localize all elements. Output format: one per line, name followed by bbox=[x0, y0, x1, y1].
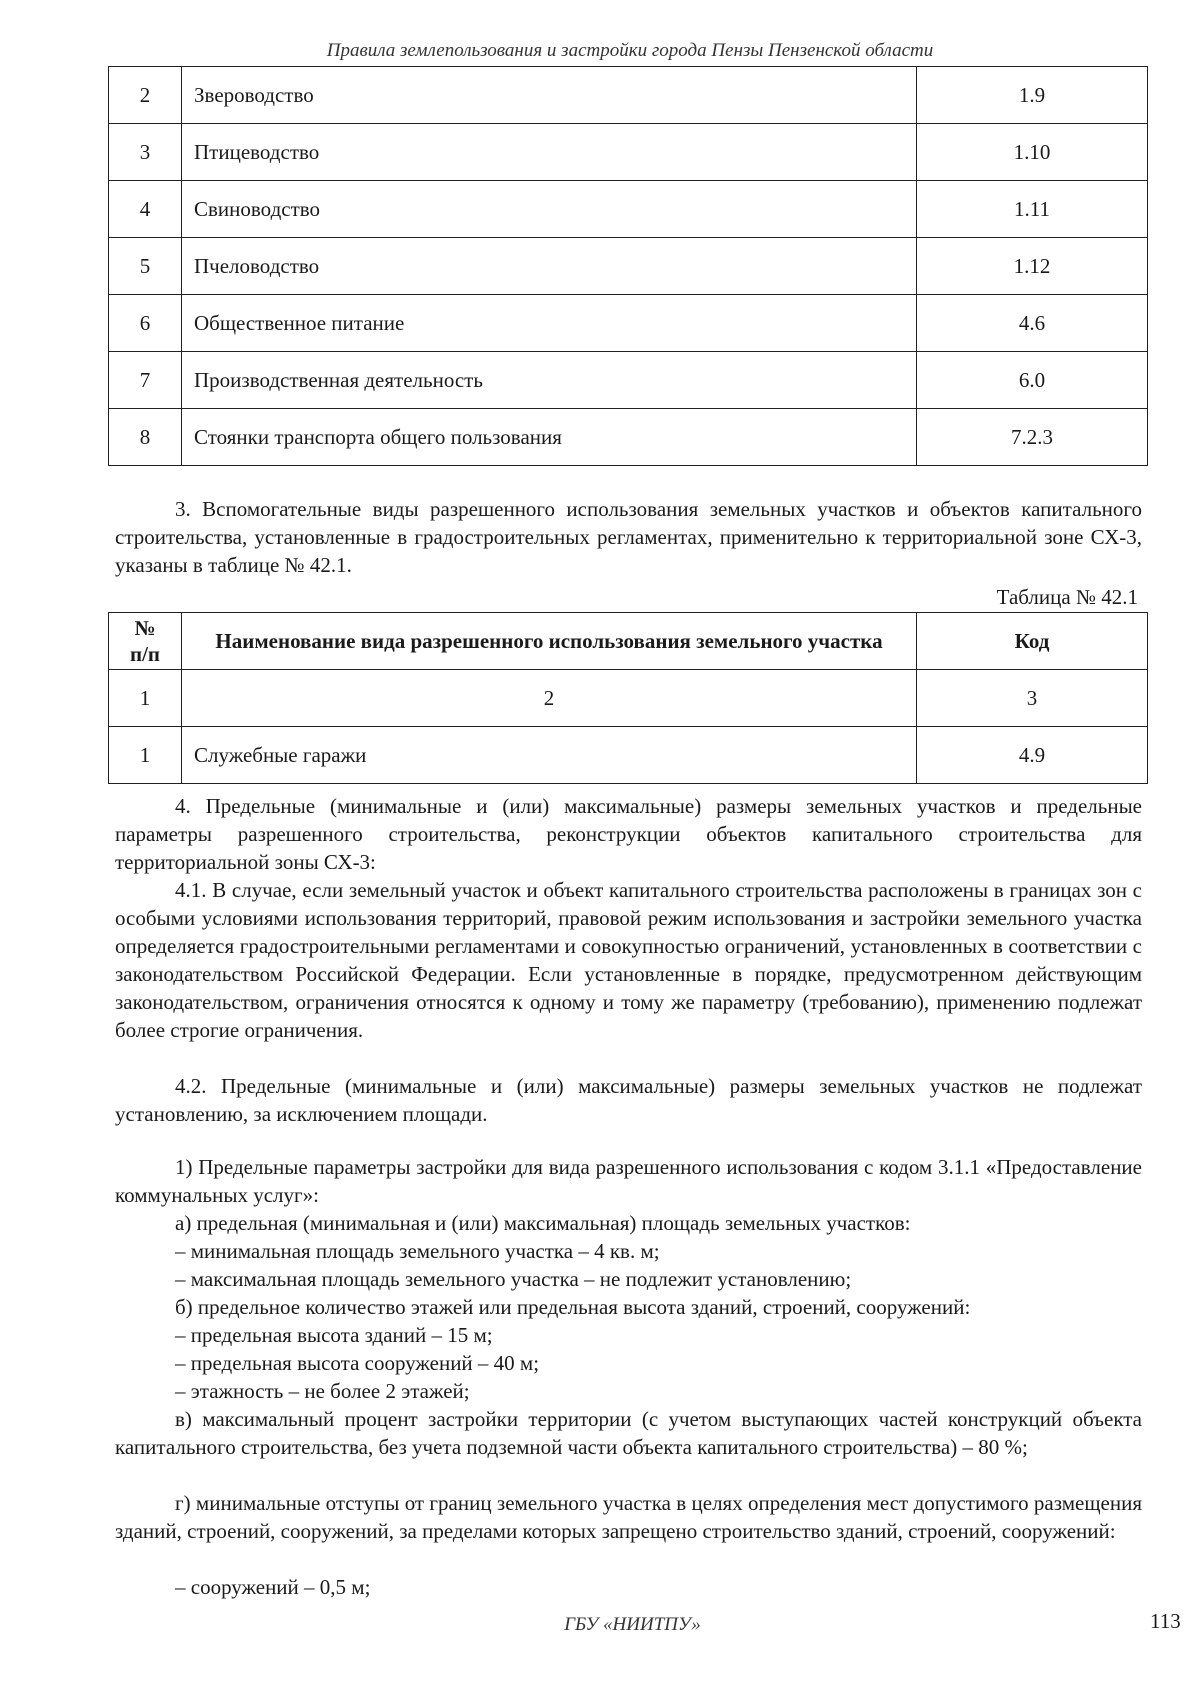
item-a: а) предельная (минимальная и (или) максимальная) площадь земельных участков: bbox=[175, 1211, 911, 1235]
table-header bbox=[109, 613, 1148, 670]
use-type-code: 1.12 bbox=[917, 238, 1148, 295]
permitted-uses-table bbox=[108, 66, 1148, 466]
use-type-name: Птицеводство bbox=[182, 124, 917, 181]
table-row bbox=[109, 409, 1148, 466]
table-numbering-row bbox=[109, 670, 1148, 727]
page-number: 113 bbox=[1150, 1609, 1181, 1633]
use-type-code: 4.9 bbox=[917, 727, 1148, 784]
item-1: 1) Предельные параметры застройки для вида разрешенного использования с кодом 3.1.1 «Предоставление коммунальных услуг»: bbox=[115, 1155, 1142, 1207]
use-type-name: Стоянки транспорта общего пользования bbox=[182, 409, 917, 466]
table-header-row bbox=[109, 613, 1148, 670]
page-header: Правила землепользования и застройки города Пензы Пензенской области bbox=[326, 40, 934, 61]
use-type-name: Пчеловодство bbox=[182, 238, 917, 295]
dash-max-area: – максимальная площадь земельного участка – не подлежит установлению; bbox=[175, 1267, 852, 1291]
header-number: № п/п bbox=[109, 613, 182, 670]
table-row bbox=[109, 295, 1148, 352]
paragraph-4-1: 4.1. В случае, если земельный участок и объект капитального строительства расположены в границах зон с особыми условиями использования территорий, правовой режим использования и застройки земельного участка определяется градостроительными регламентами и совокупностью ограничений, установленных в соответствии с законодательством Российской Федерации. Если установленные в порядке, предусмотренном действующим законодательством, ограничения относятся к одному и тому же параметру (требованию), применению подлежат более строгие ограничения. bbox=[115, 878, 1142, 1042]
paragraph-3: 3. Вспомогательные виды разрешенного использования земельных участков и объектов капитального строительства, установленные в градостроительных регламентах, применительно к территориальной зоне СХ-3, указаны в таблице № 42.1. bbox=[115, 497, 1142, 577]
use-type-code: 4.6 bbox=[917, 295, 1148, 352]
table-row bbox=[109, 352, 1148, 409]
table-row bbox=[109, 181, 1148, 238]
use-type-code: 1.11 bbox=[917, 181, 1148, 238]
table-row bbox=[109, 124, 1148, 181]
auxiliary-uses-table-body bbox=[109, 670, 1148, 784]
dash-floors: – этажность – не более 2 этажей; bbox=[175, 1379, 470, 1403]
page-footer: ГБУ «НИИТПУ» bbox=[564, 1614, 701, 1635]
use-type-code: 7.2.3 bbox=[917, 409, 1148, 466]
header-code: Код bbox=[917, 613, 1148, 670]
row-number: 3 bbox=[109, 124, 182, 181]
paragraph-4: 4. Предельные (минимальные и (или) максимальные) размеры земельных участков и предельные параметры разрешенного строительства, реконструкции объектов капитального строительства для территориальной зоны СХ-3: bbox=[115, 794, 1142, 874]
use-type-name: Звероводство bbox=[182, 67, 917, 124]
permitted-uses-table-body bbox=[109, 67, 1148, 466]
use-type-name: Производственная деятельность bbox=[182, 352, 917, 409]
numbering-col-3: 3 bbox=[917, 670, 1148, 727]
dash-height-structures: – предельная высота сооружений – 40 м; bbox=[175, 1351, 540, 1375]
table-caption: Таблица № 42.1 bbox=[996, 585, 1138, 609]
use-type-name: Общественное питание bbox=[182, 295, 917, 352]
row-number: 7 bbox=[109, 352, 182, 409]
header-name: Наименование вида разрешенного использования земельного участка bbox=[182, 613, 917, 670]
numbering-col-1: 1 bbox=[109, 670, 182, 727]
row-number: 5 bbox=[109, 238, 182, 295]
item-g: г) минимальные отступы от границ земельного участка в целях определения мест допустимого размещения зданий, строений, сооружений, за пределами которых запрещено строительство зданий, строений, сооружений: bbox=[115, 1491, 1142, 1543]
numbering-col-2: 2 bbox=[182, 670, 917, 727]
use-type-code: 1.10 bbox=[917, 124, 1148, 181]
auxiliary-uses-table bbox=[108, 612, 1148, 784]
paragraph-4-2: 4.2. Предельные (минимальные и (или) максимальные) размеры земельных участков не подлежат установлению, за исключением площади. bbox=[115, 1074, 1142, 1126]
table-row bbox=[109, 67, 1148, 124]
item-v: в) максимальный процент застройки территории (с учетом выступающих частей конструкций объекта капитального строительства, без учета подземной части объекта капитального строительства) – 80 %; bbox=[115, 1407, 1142, 1459]
dash-height-buildings: – предельная высота зданий – 15 м; bbox=[175, 1323, 493, 1347]
row-number: 4 bbox=[109, 181, 182, 238]
row-number: 8 bbox=[109, 409, 182, 466]
use-type-name: Служебные гаражи bbox=[182, 727, 917, 784]
row-number: 2 bbox=[109, 67, 182, 124]
row-number: 6 bbox=[109, 295, 182, 352]
item-b: б) предельное количество этажей или предельная высота зданий, строений, сооружений: bbox=[175, 1295, 971, 1319]
row-number: 1 bbox=[109, 727, 182, 784]
use-type-code: 6.0 bbox=[917, 352, 1148, 409]
dash-min-area: – минимальная площадь земельного участка – 4 кв. м; bbox=[175, 1239, 660, 1263]
table-row bbox=[109, 238, 1148, 295]
use-type-name: Свиноводство bbox=[182, 181, 917, 238]
dash-structures-offset: – сооружений – 0,5 м; bbox=[175, 1575, 371, 1599]
use-type-code: 1.9 bbox=[917, 67, 1148, 124]
table-row bbox=[109, 727, 1148, 784]
